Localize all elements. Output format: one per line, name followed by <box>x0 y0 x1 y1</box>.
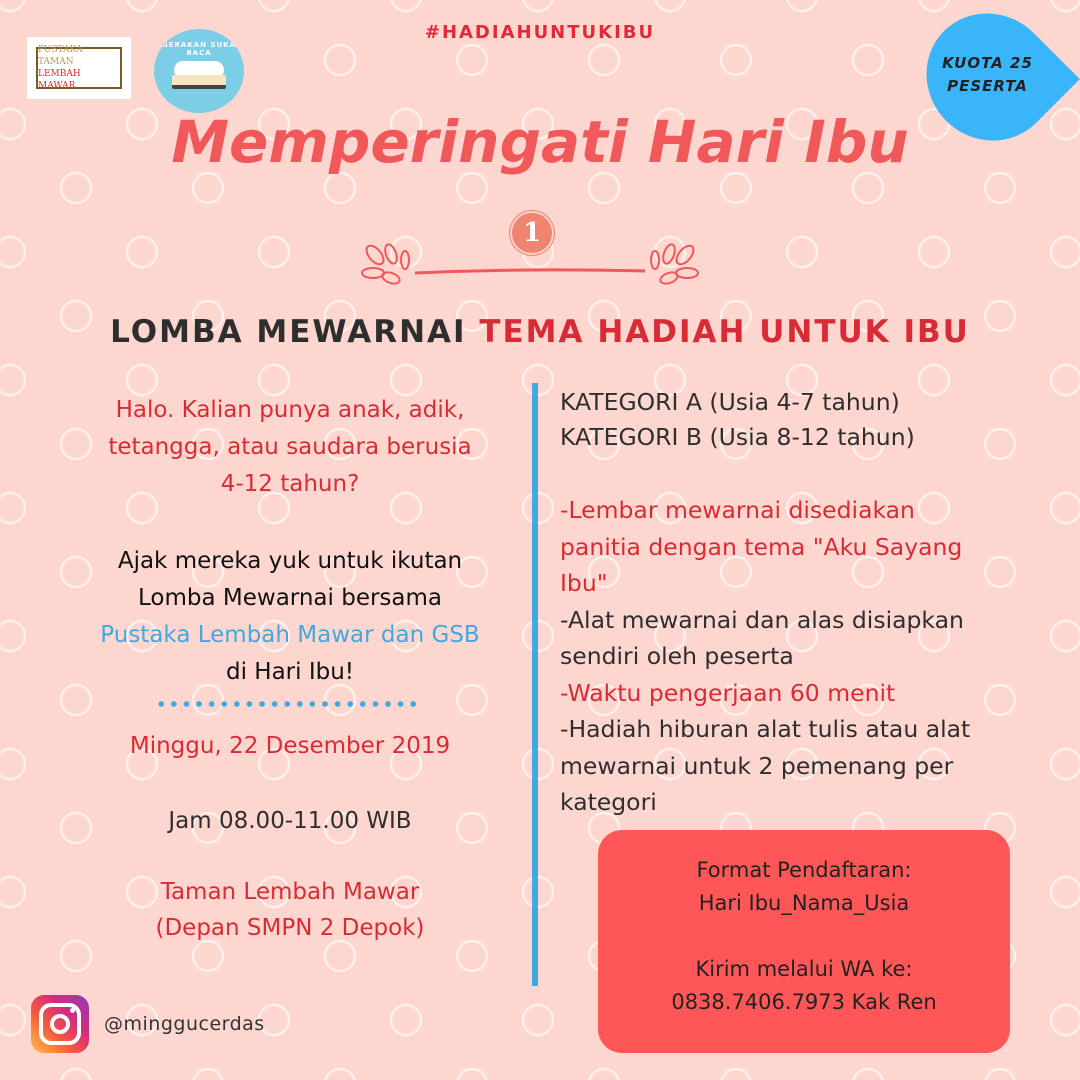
categories <box>560 385 1060 455</box>
page-title: Memperingati Hari Ibu <box>171 108 909 176</box>
category-b: KATEGORI B (Usia 8-12 tahun) <box>560 423 915 451</box>
logo-text: LEMBAH MAWAR <box>38 69 81 91</box>
instagram-icon <box>31 995 89 1053</box>
vertical-divider <box>532 383 538 986</box>
rule-line: kategori <box>560 788 657 816</box>
text-conjunction: dan <box>373 622 432 648</box>
quota-line: PESERTA <box>947 77 1028 95</box>
instagram-handle: @minggucerdas <box>104 1013 265 1035</box>
heading-highlight: TEMA HADIAH UNTUK IBU <box>479 314 970 350</box>
invite-text <box>60 543 520 691</box>
event-time: Jam 08.00-11.00 WIB <box>168 808 412 834</box>
number-badge: 1 <box>510 211 554 255</box>
category-a: KATEGORI A (Usia 4-7 tahun) <box>560 388 900 416</box>
heading-part: LOMBA MEWARNAI <box>110 314 480 350</box>
event-location <box>60 874 520 946</box>
intro-text <box>60 392 520 503</box>
organizer-name: Pustaka Lembah Mawar <box>100 622 374 648</box>
logo-text: GERAKAN SUKA BACA <box>161 41 237 57</box>
text-line: Format Pendaftaran: <box>696 858 912 882</box>
floral-divider <box>355 240 705 290</box>
registration-box <box>598 830 1010 1053</box>
rule-line: -Alat mewarnai dan alas disiapkan <box>560 605 964 634</box>
text-line: tetangga, atau saudara berusia <box>108 434 472 460</box>
dotted-divider <box>155 700 417 708</box>
rule-line: -Lembar mewarnai disediakan <box>560 496 915 524</box>
organizer-name: GSB <box>431 622 480 648</box>
text-line: Ajak mereka yuk untuk ikutan <box>117 548 463 574</box>
quota-line: KUOTA 25 <box>942 54 1033 72</box>
book-icon <box>172 75 226 89</box>
text-line: Hari Ibu_Nama_Usia <box>698 891 910 915</box>
section-heading <box>0 314 1080 350</box>
rule-line: panitia dengan tema "Aku Sayang <box>560 532 963 561</box>
text-line: Taman Lembah Mawar <box>160 879 420 905</box>
rule-line: mewarnai untuk 2 pemenang per <box>560 751 954 780</box>
rule-line: Ibu" <box>560 569 608 597</box>
text-line: 4-12 tahun? <box>220 471 360 497</box>
logo-text: PUSTAKA TAMAN <box>38 45 83 67</box>
text-line: Lomba Mewarnai bersama <box>138 585 442 611</box>
text-line: (Depan SMPN 2 Depok) <box>155 915 425 941</box>
rule-line: -Hadiah hiburan alat tulis atau alat <box>560 715 971 743</box>
text-line: Kirim melalui WA ke: <box>695 957 913 981</box>
text-line: Halo. Kalian punya anak, adik, <box>115 397 465 423</box>
rule-line: sendiri oleh peserta <box>560 642 794 670</box>
quota-badge <box>925 52 1050 98</box>
rule-line: -Waktu pengerjaan 60 menit <box>560 678 896 707</box>
hashtag: #HADIAHUNTUKIBU <box>424 22 656 43</box>
whatsapp-number: 0838.7406.7973 Kak Ren <box>671 990 937 1014</box>
rules-list <box>560 492 1060 821</box>
text-line: di Hari Ibu! <box>225 659 355 685</box>
pustaka-taman-lembah-mawar-logo <box>27 37 131 99</box>
event-date: Minggu, 22 Desember 2019 <box>129 733 451 759</box>
